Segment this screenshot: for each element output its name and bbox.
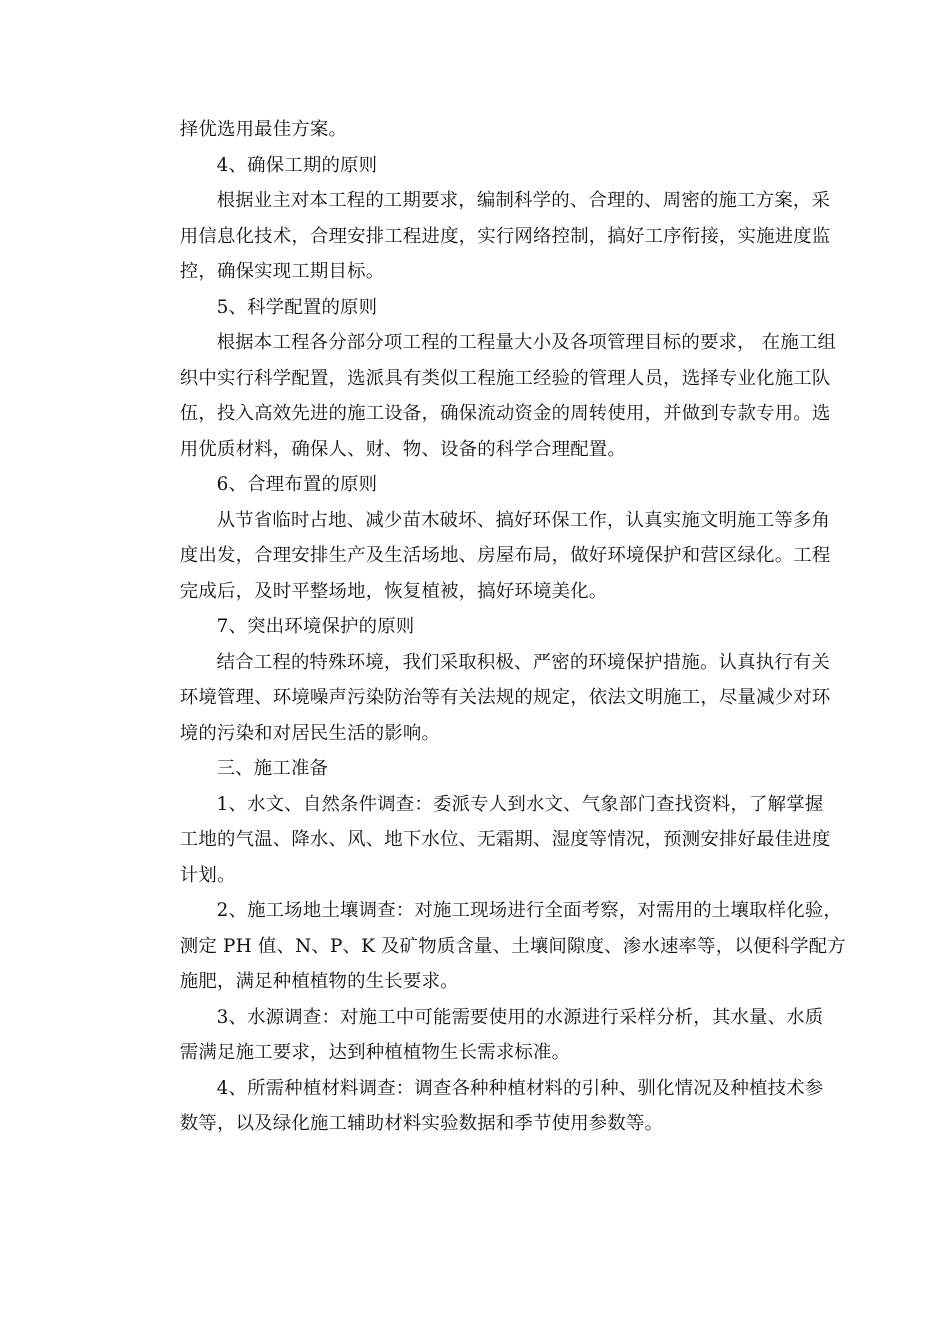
text-line: 织中实行科学配置，选派具有类似工程施工经验的管理人员，选择专业化施工队: [179, 367, 831, 389]
text-line: 择优选用最佳方案。: [179, 119, 348, 140]
text-line: 计划。: [179, 864, 236, 886]
text-line: 境的污染和对居民生活的影响。: [179, 722, 441, 744]
document-body: [143, 112, 846, 1142]
text-line: 用信息化技术，合理安排工程进度，实行网络控制，搞好工序衔接，实施进度监: [179, 225, 831, 247]
heading-allocation-principle: [143, 290, 807, 326]
text-line: 4、确保工期的原则: [216, 154, 378, 176]
text-line: 从节省临时占地、减少苗木破坏、搞好环保工作，认真实施文明施工等多角: [216, 509, 831, 531]
text-line: 环境管理、环境噪声污染防治等有关法规的规定，依法文明施工，尽量减少对环: [179, 687, 831, 708]
text-line: 结合工程的特殊环境，我们采取积极、严密的环境保护措施。认真执行有关: [216, 651, 831, 673]
text-line: 数等，以及绿化施工辅助材料实验数据和季节使用参数等。: [179, 1113, 664, 1134]
paragraph-soil-survey: [143, 893, 846, 1000]
text-line: 5、科学配置的原则: [216, 296, 378, 318]
text-line: 4、所需种植材料调查：调查各种种植材料的引种、驯化情况及种植技术参: [216, 1077, 824, 1099]
text-line: 根据业主对本工程的工期要求，编制科学的、合理的、周密的施工方案，采: [216, 190, 831, 211]
text-line: 3、水源调查：对施工中可能需要使用的水源进行采样分析，其水量、水质: [216, 1006, 824, 1028]
text-line: 工地的气温、降水、风、地下水位、无霜期、湿度等情况，预测安排好最佳进度: [179, 829, 831, 850]
paragraph-hydrology-survey: [143, 787, 831, 894]
text-line: 6、合理布置的原则: [216, 474, 378, 495]
paragraph-water-source-survey: [143, 1000, 824, 1071]
text-line: 7、突出环境保护的原则: [216, 616, 415, 637]
text-line: 用优质材料，确保人、财、物、设备的科学合理配置。: [179, 438, 626, 460]
paragraph-continuation: [143, 112, 807, 148]
text-line: 度出发，合理安排生产及生活场地、房屋布局，做好环境保护和营区绿化。工程: [179, 545, 831, 566]
text-line: 伍，投入高效先进的施工设备，确保流动资金的周转使用，并做到专款专用。选: [179, 403, 831, 424]
paragraph-layout: [143, 503, 831, 610]
text-line: 三、施工准备: [216, 758, 329, 779]
paragraph-planting-material-survey: [143, 1071, 824, 1142]
section-heading-preparation: [143, 751, 807, 787]
text-line: 测定 PH 值、N、P、K 及矿物质含量、土壤间隙度、渗水速率等，以便科学配方: [179, 935, 846, 957]
text-line: 1、水文、自然条件调查：委派专人到水文、气象部门查找资料，了解掌握: [216, 793, 824, 815]
paragraph-allocation: [143, 325, 837, 467]
text-line: 2、施工场地土壤调查：对施工现场进行全面考察，对需用的土壤取样化验，: [216, 900, 842, 921]
text-line: 需满足施工要求，达到种植植物生长需求标准。: [179, 1042, 571, 1063]
text-line: 完成后，及时平整场地，恢复植被，搞好环境美化。: [179, 580, 608, 602]
text-line: 施肥，满足种植植物的生长要求。: [179, 971, 459, 992]
text-line: 根据本工程各分部分项工程的工程量大小及各项管理目标的要求， 在施工组: [216, 332, 837, 353]
paragraph-schedule: [143, 183, 831, 290]
heading-schedule-principle: [143, 148, 807, 184]
heading-environment-principle: [143, 609, 807, 645]
text-line: 控，确保实现工期目标。: [179, 261, 385, 282]
paragraph-environment: [143, 645, 831, 752]
heading-layout-principle: [143, 467, 807, 503]
